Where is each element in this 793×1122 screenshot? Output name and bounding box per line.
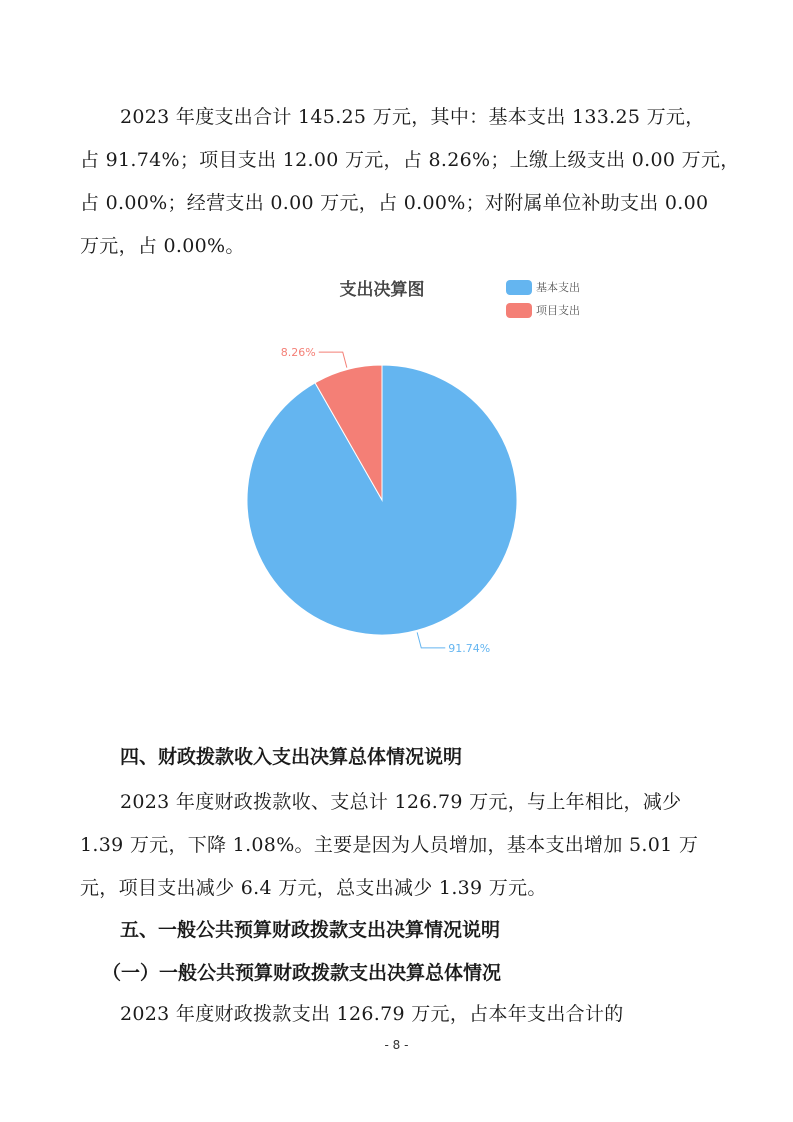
section4-line: 1.39 万元，下降 1.08%。主要是因为人员增加，基本支出增加 5.01 万	[80, 834, 699, 856]
legend-label-project: 项目支出	[536, 304, 580, 317]
pie-slices	[247, 365, 517, 635]
legend-label-basic: 基本支出	[536, 281, 580, 294]
section5-heading: 五、一般公共预算财政拨款支出决算情况说明	[120, 919, 501, 941]
section5-paragraph	[80, 993, 720, 1036]
section5-sub-heading: （一）一般公共预算财政拨款支出决算总体情况	[102, 962, 502, 984]
section5-line: 2023 年度财政拨款支出 126.79 万元，占本年支出合计的	[120, 1003, 624, 1025]
chart-title: 支出决算图	[339, 280, 425, 300]
section4-line: 元，项目支出减少 6.4 万元，总支出减少 1.39 万元。	[80, 877, 547, 899]
legend-swatch-project	[506, 303, 532, 318]
legend-swatch-basic	[506, 280, 532, 295]
intro-line: 占 91.74%；项目支出 12.00 万元，占 8.26%；上缴上级支出 0.00 万元，	[80, 149, 740, 171]
section4-heading: 四、财政拨款收入支出决算总体情况说明	[120, 746, 463, 768]
pie-label-basic: 91.74%	[448, 641, 491, 655]
chart-legend	[506, 280, 580, 318]
pie-label-project: 8.26%	[280, 346, 316, 360]
pie-label-leader	[417, 632, 445, 647]
section4-line: 2023 年度财政拨款收、支总计 126.79 万元，与上年相比，减少	[120, 791, 682, 813]
pie-label-leader	[319, 352, 347, 367]
expenditure-pie-chart	[230, 270, 580, 670]
intro-paragraph	[80, 96, 740, 268]
intro-line: 万元，占 0.00%。	[80, 235, 245, 257]
section4-paragraph	[80, 781, 720, 910]
page-number: - 8 -	[384, 1038, 409, 1052]
intro-line: 2023 年度支出合计 145.25 万元，其中：基本支出 133.25 万元，	[120, 106, 705, 128]
intro-line: 占 0.00%；经营支出 0.00 万元，占 0.00%；对附属单位补助支出 0.00	[80, 192, 709, 214]
